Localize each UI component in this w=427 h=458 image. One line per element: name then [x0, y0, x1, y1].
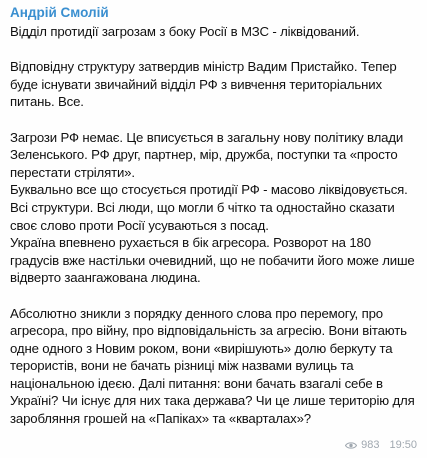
paragraph-spacer	[10, 111, 417, 129]
post-paragraph: Відділ протидії загрозам з боку Росії в МЗС - ліквідований.	[10, 24, 360, 39]
eye-icon	[345, 441, 357, 450]
view-count: 983	[361, 439, 380, 451]
post-time: 19:50	[389, 439, 417, 451]
post-paragraph: Абсолютно зникли з порядку денного слова про перемогу, про агресора, про війну, про відповідальність за агресію. Вони вітають одне одного з Новим роком, вони «вирішують» долю беркуту та терористів, вони не бачать різниці між назвами вулиць та національною ідеєю. Далі питання: вони бачать взагалі себе в Україні? Чи існує для них така держава? Чи це лише територію для заробляння грошей на «Папіках» та «кварталах»?	[10, 305, 415, 427]
paragraph-spacer	[10, 287, 417, 305]
post-meta	[345, 439, 417, 452]
paragraph-spacer	[10, 41, 417, 59]
post-text	[10, 23, 417, 428]
post-author[interactable]: Андрій Смолій	[10, 5, 109, 20]
post-paragraph: Україна впевнено рухається в бік агресора. Розворот на 180 градусів вже настільки очевидний, що не побачити його може лише відверто заангажована людина.	[10, 235, 415, 286]
post-paragraph: Буквально все що стосується протидії РФ - масово ліквідовується. Всі структури. Всі люди, що могли б чітко та одностайно сказати своє слово проти Росії усуваються з посад.	[10, 182, 408, 233]
post-paragraph: Відповідну структуру затвердив міністр Вадим Пристайко. Тепер буде існувати звичайний відділ РФ з вивчення територіальних питань. Все.	[10, 59, 397, 110]
post-paragraph: Загрози РФ немає. Це вписується в загальну нову політику влади Зеленського. РФ друг, партнер, мір, дружба, поступки та «просто перестати стріляти».	[10, 129, 404, 180]
